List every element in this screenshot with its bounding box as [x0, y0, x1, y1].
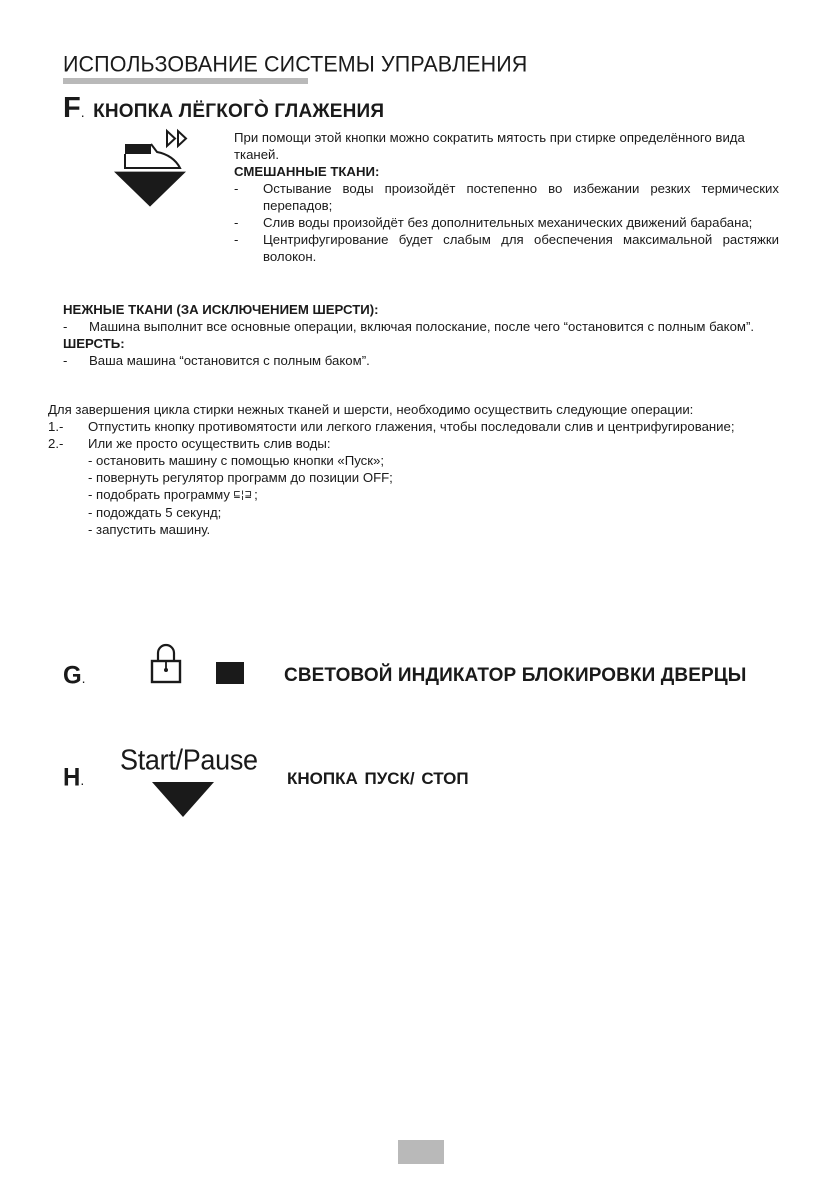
easy-iron-icon	[110, 128, 200, 208]
step-item: 1.- Отпустить кнопку противомятости или легкого глажения, чтобы последовали слив и центрифугирование;	[48, 419, 735, 434]
list-item: - остановить машину с помощью кнопки «Пуск»;	[88, 453, 385, 468]
page-title: ИСПОЛЬЗОВАНИЕ СИСТЕМЫ УПРАВЛЕНИЯ	[63, 51, 528, 77]
section-dot: .	[80, 104, 85, 120]
delicate-heading: НЕЖНЫЕ ТКАНИ (ЗА ИСКЛЮЧЕНИЕМ ШЕРСТИ):	[63, 302, 379, 317]
start-pause-arrow-icon	[152, 782, 214, 817]
lock-icon	[150, 642, 182, 684]
section-letter: G	[63, 661, 82, 690]
finish-cycle-block	[48, 401, 782, 538]
section-g-heading	[63, 662, 86, 690]
drain-program-icon: ⊑¦⊒	[233, 488, 251, 501]
list-item: - Центрифугирование будет слабым для обеспечения максимальной растяжки волокон.	[234, 232, 779, 264]
list-item: - Машина выполнит все основные операции, включая полоскание, после чего “остановится с полным баком”.	[63, 319, 755, 334]
mixed-fabrics-heading: СМЕШАННЫЕ ТКАНИ:	[234, 164, 380, 179]
section-f-title: КНОПКА ЛЁГКОГÒ ГЛАЖЕНИЯ	[93, 101, 385, 122]
list-item: - подождать 5 секунд;	[88, 505, 222, 520]
wool-heading: ШЕРСТЬ:	[63, 336, 125, 351]
list-item: - Слив воды произойдёт без дополнительных механических движений барабана;	[234, 215, 753, 230]
list-item: - Остывание воды произойдёт постепенно во избежании резких термических перепадов;	[234, 181, 779, 213]
sub-steps-list	[88, 452, 782, 538]
section-g-title: СВЕТОВОЙ ИНДИКАТОР БЛОКИРОВКИ ДВЕРЦЫ	[284, 665, 747, 686]
start-pause-label: Start/Pause	[120, 744, 258, 776]
section-letter: F	[63, 92, 81, 124]
page-number-box	[398, 1140, 444, 1164]
door-lock-indicator-light	[216, 662, 244, 684]
title-underline-bar	[63, 78, 308, 84]
section-h-heading	[63, 764, 84, 792]
section-letter: H	[63, 763, 81, 792]
list-item: - повернуть регулятор программ до позиции OFF;	[88, 470, 393, 485]
finish-intro: Для завершения цикла стирки нежных тканей и шерсти, необходимо осуществить следующие операции:	[48, 402, 694, 417]
step-item: 2.- Или же просто осуществить слив воды:	[48, 436, 331, 451]
section-dot: .	[80, 772, 85, 788]
list-item: - Ваша машина “остановится с полным баком”.	[63, 353, 370, 368]
delicate-wool-block	[63, 301, 780, 369]
intro-text: При помощи этой кнопки можно сократить мятость при стирке определённого вида тканей.	[234, 130, 745, 162]
mixed-fabrics-list	[234, 180, 779, 265]
section-dot: .	[81, 670, 86, 686]
list-item: - запустить машину.	[88, 522, 211, 537]
list-item: - подобрать программу ⊑¦⊒ ;	[88, 487, 258, 502]
section-h-title: КНОПКА ПУСК/ СТОП	[287, 769, 469, 788]
section-f-intro	[234, 129, 779, 180]
section-f-heading	[63, 92, 384, 125]
